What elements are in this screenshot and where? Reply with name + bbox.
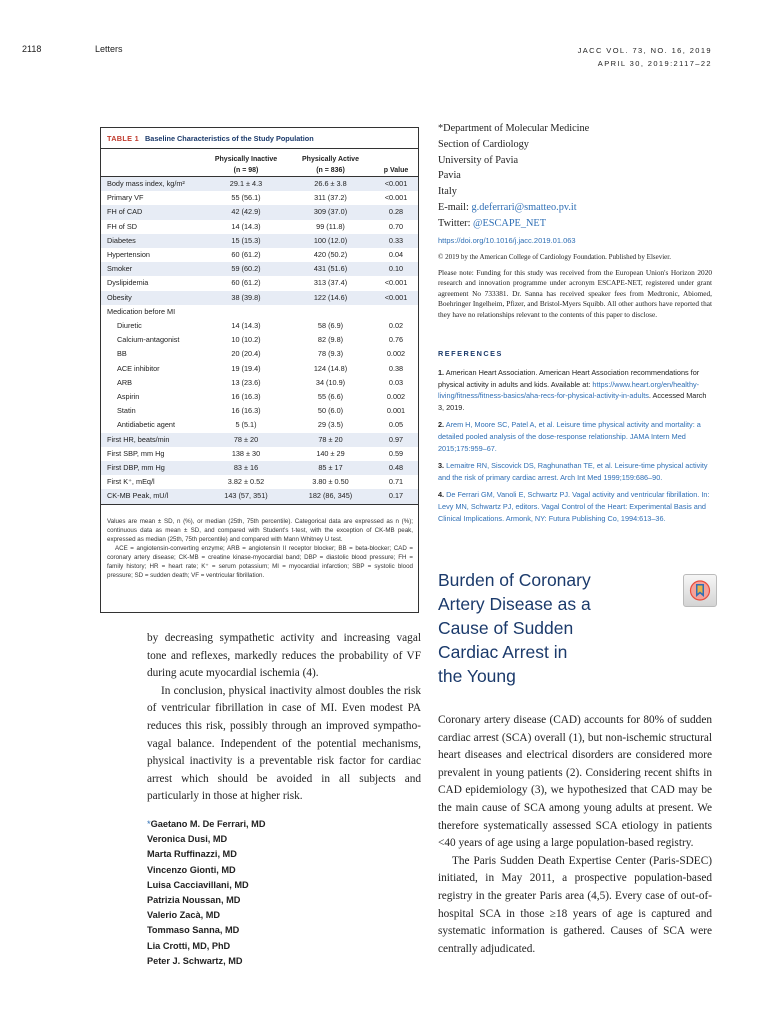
p-value [374,305,418,319]
active-value: 100 (12.0) [287,234,374,248]
author-name: Vincenzo Gionti, MD [147,864,236,875]
active-value: 140 ± 29 [316,448,345,458]
p-value: 0.002 [386,392,406,402]
reference-number: 4. [438,490,445,500]
inactive-value: 15 (15.3) [205,234,287,248]
reference-link[interactable]: Lemaitre RN, Siscovick DS, Raghunathan TE, et al. Leisure-time physical activity and the risk of primary cardiac arrest. Arch Int Med 1999;159:686–90. [438,461,708,482]
table-row [101,220,418,234]
author-name: Luisa Cacciavillani, MD [147,879,249,890]
title-line: Burden of Coronary [438,570,591,590]
inactive-value [205,305,287,319]
author-list [147,817,265,969]
active-value: 29 (3.5) [317,420,344,430]
reference-item [438,419,712,454]
active-value: 50 (6.0) [317,406,344,416]
paragraph: Coronary artery disease (CAD) accounts for 80% of sudden cardiac arrest (SCA) overall (1), but non-ischemic structural heart diseases and electrical disorders are considered more prevalent in young patients (2). Considering recent shifts in CAD epidemiology (3), we hypothesized that CAD may be the main cause of SCA among young adults at present. We therefore systematically assessed SCA etiology in patients <40 years of age using a large population-based registry. [438,714,712,850]
row-label: Primary VF [107,193,144,203]
table-row [101,262,418,276]
active-value: 182 (86, 345) [287,489,374,504]
row-label: Dyslipidemia [107,278,149,288]
table-row [101,248,418,262]
inactive-value: 83 ± 16 [205,461,287,475]
twitter-link[interactable]: @ESCAPE_NET [473,217,547,229]
p-value: 0.04 [388,250,404,260]
p-value: 0.02 [388,321,404,331]
row-label: Obesity [101,291,205,305]
inactive-value: 10 (10.2) [231,335,261,345]
reference-number: 2. [438,420,445,430]
row-label: First SBP, mm Hg [107,448,165,458]
copyright: © 2019 by the American College of Cardiology Foundation. Published by Elsevier. [438,253,671,261]
active-value: 431 (51.6) [287,262,374,276]
page-number: 2118 [22,44,42,54]
p-value: 0.76 [388,335,404,345]
reference-item: 1. American Heart Association. American Heart Association recommendations for physical activity in adults and kids. Available at: https://www.heart.org/en/healthy-living/fitness/fitness-basics/aha-recs-for-physical-activity-in-adults. Accessed March 3, 2019. [438,368,707,412]
inactive-value: 143 (57, 351) [205,489,287,504]
p-value: 0.48 [374,461,418,475]
inactive-value: 19 (19.4) [231,363,261,373]
active-value: 311 (37.2) [314,193,347,203]
inactive-value: 55 (56.1) [231,193,261,203]
inactive-value: 138 ± 30 [231,448,261,458]
active-value [287,305,374,319]
affiliation-line: University of Pavia [438,154,519,166]
row-label: FH of CAD [101,205,205,219]
inactive-value: 5 (5.1) [235,420,257,430]
active-value: 58 (6.9) [317,321,344,331]
inactive-value: 3.82 ± 0.52 [227,477,265,487]
active-value: 78 (9.3) [317,349,344,359]
table-row [101,347,418,361]
column-header: Physically Inactive (n = 98) [205,154,287,177]
reference-list [438,367,712,530]
table-row [101,418,418,432]
p-value: <0.001 [374,177,418,192]
row-label: FH of SD [107,221,138,231]
twitter-line: Twitter: @ESCAPE_NET [438,217,547,229]
crossmark-badge[interactable] [683,574,717,607]
left-body-text [147,630,421,806]
inactive-value: 16 (16.3) [231,392,261,402]
reference-number: 3. [438,461,445,471]
p-value: 0.59 [388,448,404,458]
inactive-value: 78 ± 20 [205,433,287,447]
journal-volume: JACC VOL. 73, NO. 16, 2019 [577,46,712,55]
row-label: Aspirin [117,392,140,402]
title-line: the Young [438,666,516,686]
funding-disclosure: Please note: Funding for this study was received from the European Union's Horizon 2020 research and innovation programme under acronym ESCAPE-NET, registered under grant agreement No 733381. Dr. Sanna has received speaker fees from Medtronic, Abiomed, Boehringer Ingelheim, Pfizer, and Bristol-Myers Squibb. All other authors have reported that they have no relationships relevant to the contents of this paper to disclose. [438,268,712,319]
p-value: 0.28 [374,205,418,219]
table-row [101,319,418,333]
active-value: 78 ± 20 [287,433,374,447]
email-line: E-mail: g.deferrari@smatteo.pv.it [438,201,577,213]
references-heading: REFERENCES [438,349,503,358]
inactive-value: 59 (60.2) [205,262,287,276]
row-label: ACE inhibitor [117,363,160,373]
column-header: Physically Active (n = 836) [287,154,374,177]
corresponding-mark: * [147,819,151,829]
active-value: 3.80 ± 0.50 [312,477,349,487]
p-value: 0.002 [386,349,406,359]
row-label: BB [117,349,127,359]
table-row [101,475,418,489]
row-label: Diabetes [101,234,205,248]
p-value: 0.03 [388,377,404,387]
author-name: Lia Crotti, MD, PhD [147,940,231,951]
table-title: Baseline Characteristics of the Study Population [145,134,314,143]
paragraph: The Paris Sudden Death Expertise Center (Paris-SDEC) initiated, in May 2011, a prospective population-based registry in the greater Paris area (4,5). Every case of out-of-hospital SCA in those ≥18 years of age is captured and systematic information is gathered. Causes of SCA were centrally adjudicated. [438,854,712,955]
affiliation-line: *Department of Molecular Medicine [438,123,590,134]
table-row [101,333,418,347]
table-row [101,362,418,376]
p-value: 0.33 [374,234,418,248]
affiliation-line: Pavia [438,170,461,182]
row-label: CK-MB Peak, mU/l [101,489,205,504]
active-value: 26.6 ± 3.8 [287,177,374,192]
baseline-table [101,154,418,505]
row-label: Diuretic [117,321,142,331]
reference-number: 1. [438,368,445,377]
bookmark-icon [684,575,716,606]
table-rule [101,148,418,149]
table-row [101,404,418,418]
table-row [101,305,418,319]
table-row [101,461,418,475]
table-row [101,376,418,390]
row-label: Antidiabetic agent [117,420,176,430]
inactive-value: 13 (23.6) [231,377,261,387]
inactive-value: 29.1 ± 4.3 [205,177,287,192]
table-row [101,177,418,192]
p-value: 0.71 [388,477,404,487]
reference-link[interactable]: Arem H, Moore SC, Patel A, et al. Leisure time physical activity and mortality: a detailed pooled analysis of the dose-response relationship. JAMA Intern Med 2015;175:959–67. [438,420,701,453]
p-value: 0.97 [374,433,418,447]
inactive-value: 14 (14.3) [231,321,261,331]
row-label: Calcium-antagonist [117,335,180,345]
p-value: <0.001 [374,291,418,305]
author-name: Tommaso Sanna, MD [147,925,240,936]
active-value: 124 (14.8) [313,363,348,373]
table-row [101,447,418,461]
row-label: First DBP, mm Hg [101,461,205,475]
active-value: 85 ± 17 [287,461,374,475]
author-name: *Gaetano M. De Ferrari, MD [147,819,266,829]
inactive-value: 60 (61.2) [231,278,261,288]
title-line: Artery Disease as a [438,594,591,614]
row-label: Smoker [101,262,205,276]
inactive-value: 42 (42.9) [205,205,287,219]
active-value: 82 (9.8) [317,335,344,345]
reference-item [438,460,712,483]
p-value: 0.38 [388,363,404,373]
title-line: Cause of Sudden [438,618,574,638]
reference-link[interactable]: De Ferrari GM, Vanoli E, Schwartz PJ. Vagal activity and ventricular fibrillation. In: Levy MN, Schwartz PJ, editors. Vagal Control of the Heart: Experimental Basis and Clinical Implications. Armonk, NY: Futura Publishing Co, 1994:613–36. [438,490,710,523]
inactive-value: 20 (20.4) [231,349,261,359]
active-value: 309 (37.0) [287,205,374,219]
table-row [101,276,418,290]
p-value: <0.001 [384,278,408,288]
table-row [101,234,418,248]
table-row [101,205,418,219]
table-row [101,489,418,504]
p-value: 0.05 [388,420,404,430]
table-row [101,191,418,205]
p-value: 0.70 [388,221,404,231]
reference-link[interactable]: https://www.heart.org/en/healthy-living/fitness/fitness-basics/aha-recs-for-physical-activity-in-adults [438,379,700,401]
table-row [101,390,418,404]
title-line: Cardiac Arrest in [438,642,568,662]
author-name: Veronica Dusi, MD [147,834,228,845]
table-row [101,291,418,305]
table-footnote: Values are mean ± SD, n (%), or median (25th, 75th percentile). Categorical data are expressed as n (%); continuous data as mean ± SD, and compared with Student's t-test, with the exception of CK-MB peak, expressed as median (25th, 75th percentile) and compared with Mann Whitney U test. [107,518,413,543]
row-label: Statin [117,406,136,416]
p-value: <0.001 [384,193,408,203]
row-label: ARB [117,377,133,387]
column-header: p Value [374,154,418,177]
active-value: 122 (14.6) [287,291,374,305]
row-label: First HR, beats/min [101,433,205,447]
active-value: 420 (50.2) [313,250,348,260]
p-value: 0.17 [374,489,418,504]
article-body [438,712,712,958]
paragraph: by decreasing sympathetic activity and increasing vagal tone and reflexes, markedly reduces the probability of VF during acute myocardial ischemia (4). [147,632,421,680]
article-title [438,568,591,688]
table-1 [100,127,419,613]
author-name: Valerio Zacà, MD [147,910,221,921]
email-link[interactable]: g.deferrari@smatteo.pv.it [471,201,577,213]
inactive-value: 16 (16.3) [231,406,261,416]
p-value: 0.001 [386,406,406,416]
active-value: 34 (10.9) [315,377,346,387]
affiliation-line: Section of Cardiology [438,138,529,150]
journal-info [578,44,712,70]
row-label: Body mass index, kg/m² [101,177,205,192]
table-caption [107,134,314,143]
paragraph: In conclusion, physical inactivity almost doubles the risk of ventricular fibrillation in case of MI. Even modest PA reduces this risk, possibly through an improved sympatho-vagal balance. Independent of the potential mechanisms, physical inactivity is a preventable risk factor for cardiac arrest which should be avoided in all subjects and particularly in those at higher risk. [147,684,421,803]
p-value: 0.10 [374,262,418,276]
active-value: 313 (37.4) [313,278,348,288]
journal-date: APRIL 30, 2019:2117–22 [597,59,712,68]
table-label: TABLE 1 [107,134,139,143]
doi-link[interactable]: https://doi.org/10.1016/j.jacc.2019.01.063 [438,236,576,245]
inactive-value: 14 (14.3) [231,221,261,231]
inactive-value: 38 (39.8) [205,291,287,305]
row-label: Hypertension [107,250,150,260]
row-label: Medication before MI [107,306,176,316]
inactive-value: 60 (61.2) [231,250,261,260]
author-name: Peter J. Schwartz, MD [147,955,243,966]
row-label: First K⁺, mEq/l [107,477,155,487]
reference-item [438,489,712,524]
active-value: 99 (11.8) [316,221,345,231]
table-header-row [101,154,418,177]
author-name: Marta Ruffinazzi, MD [147,849,237,860]
active-value: 55 (6.6) [317,392,344,402]
table-footnotes [107,517,413,580]
affiliation-block [438,121,589,232]
affiliation-line: Italy [438,186,457,198]
table-row [101,433,418,447]
author-name: Patrizia Noussan, MD [147,895,241,906]
table-abbreviations: ACE = angiotensin-converting enzyme; ARB = angiotensin II receptor blocker; BB = beta-blocker; CAD = coronary artery disease; CK-MB = creatine kinase-myocardial band; DBP = diastolic blood pressure; FH = family history; HR = heart rate; K⁺ = serum potassium; MI = myocardial infarction; SBP = systolic blood pressure; SD = sudden death; VF = ventricular fibrillation. [107,545,413,579]
section-name: Letters [95,44,123,54]
